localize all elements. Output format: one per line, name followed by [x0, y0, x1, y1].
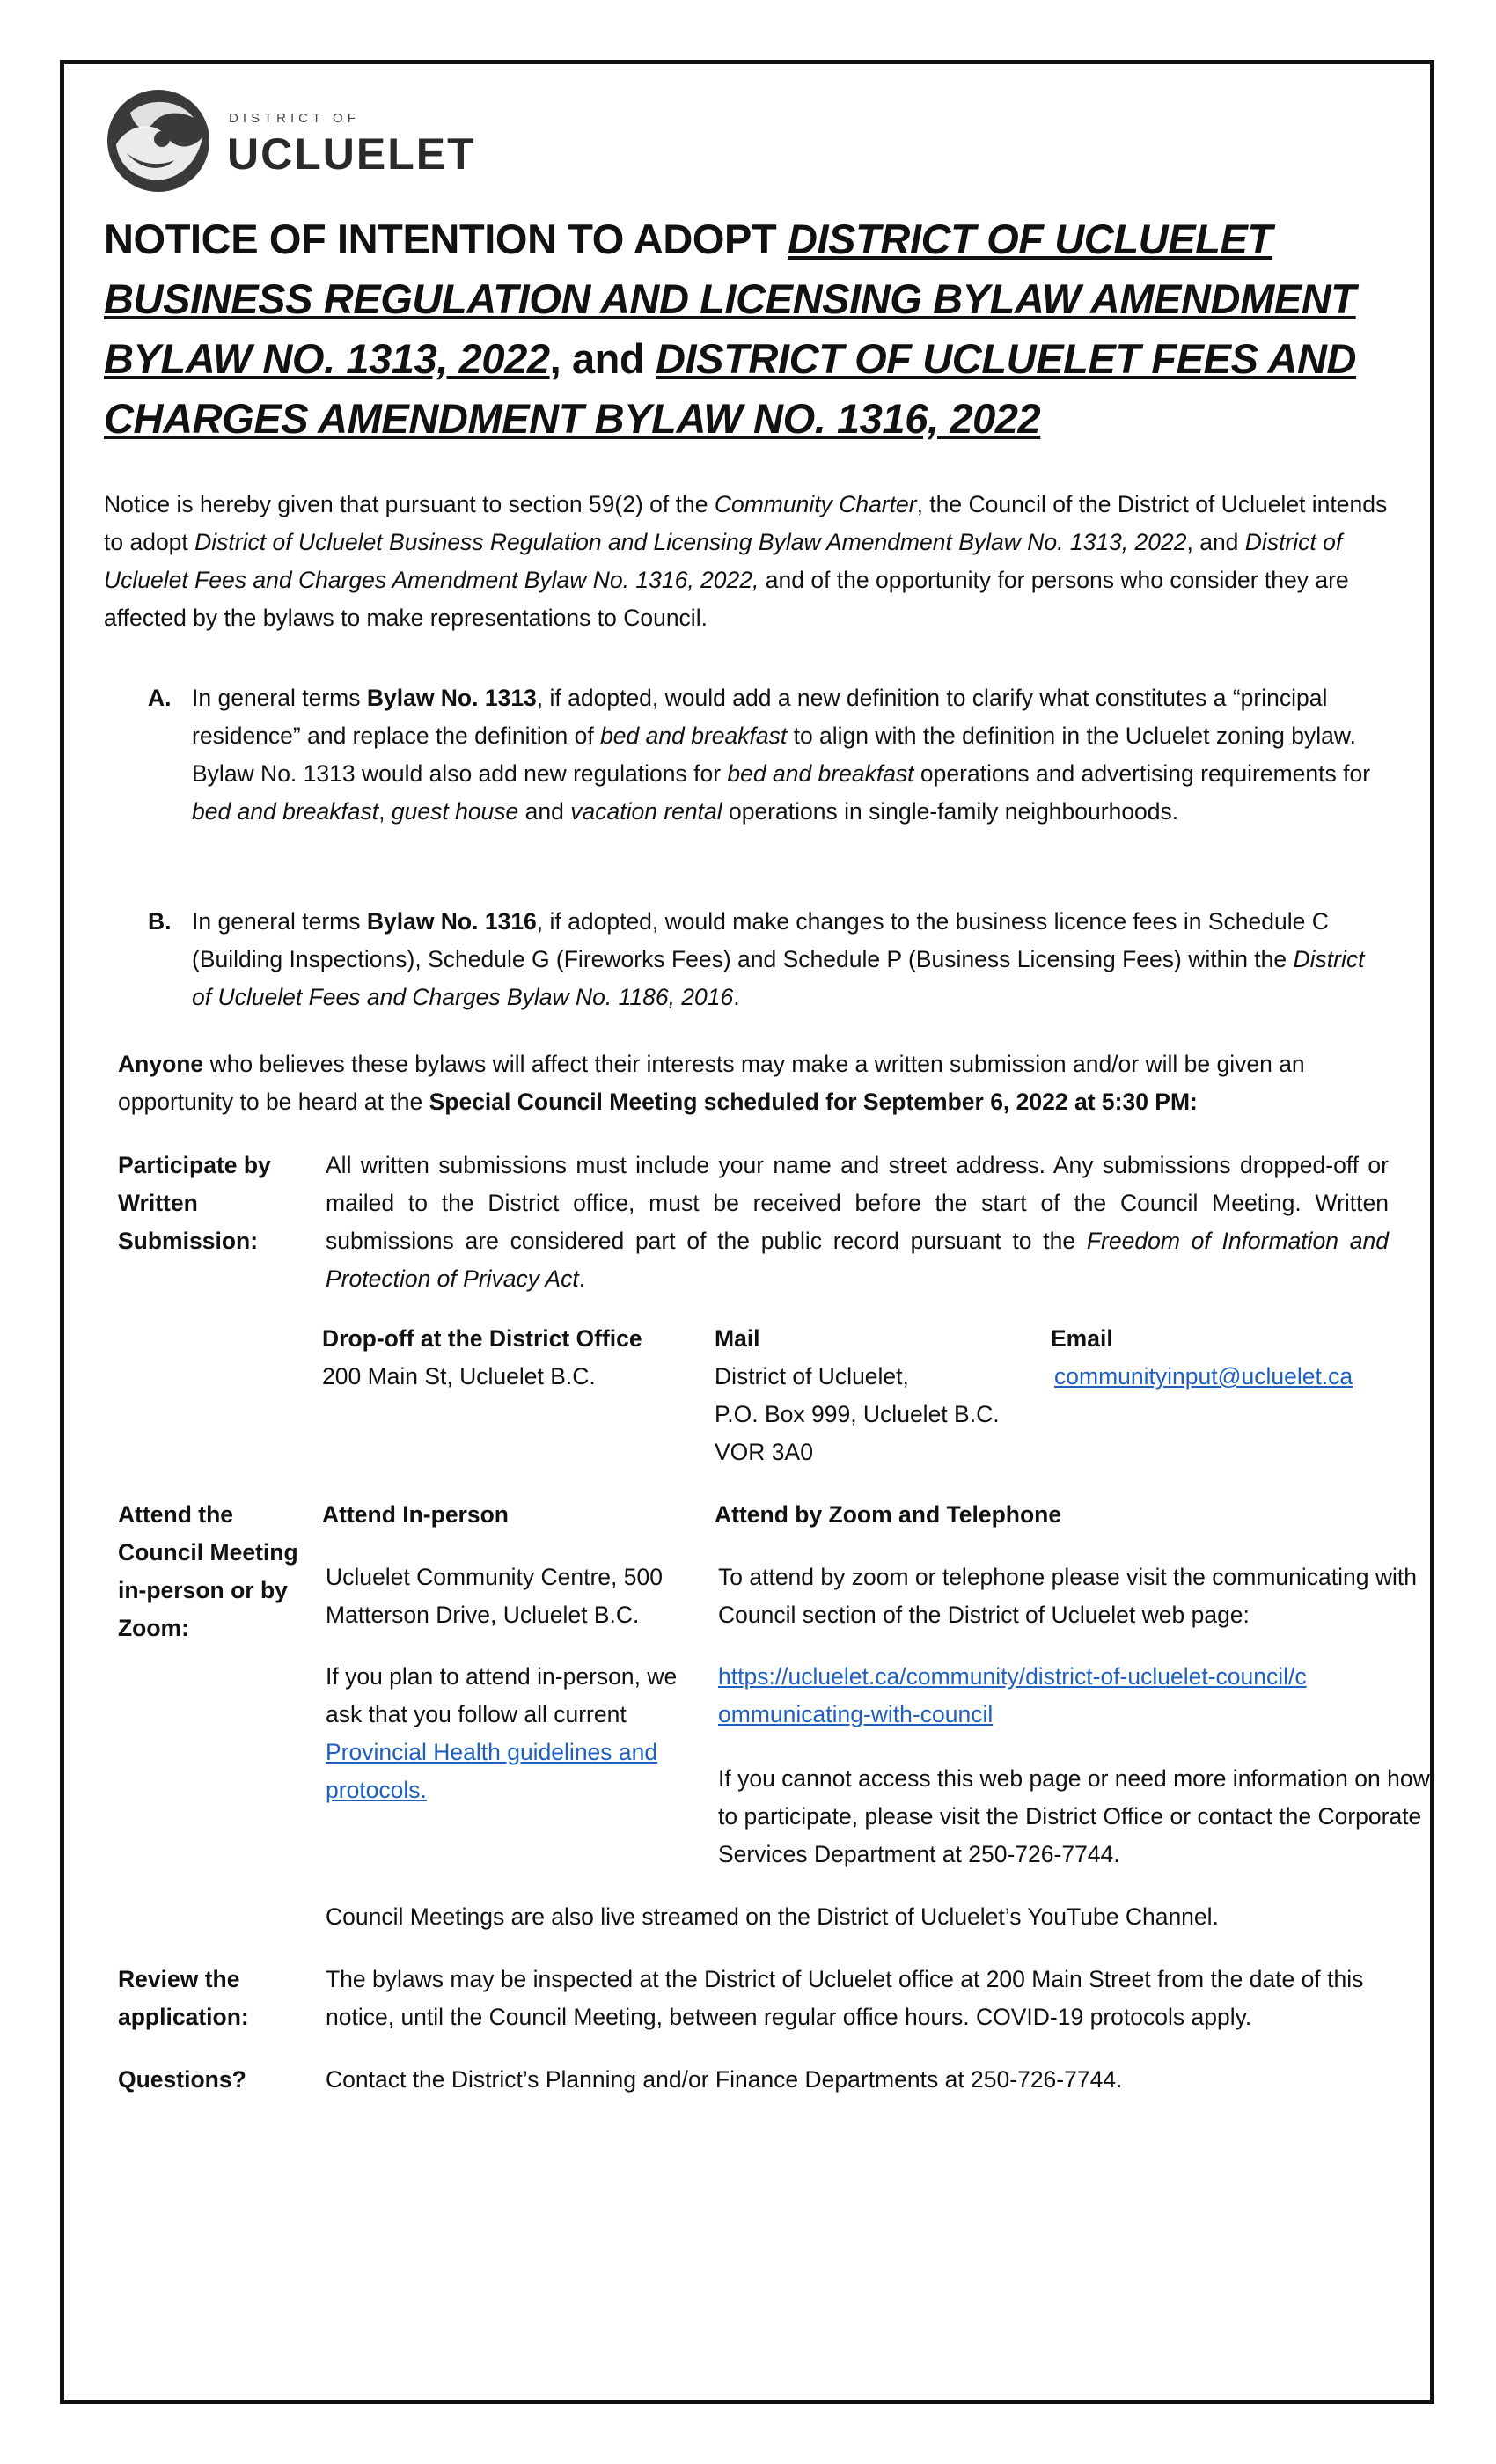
anyone-text: who believes these bylaws will affect their interests may make a written submission and/or will be given an opportunity to be heard at the — [118, 1051, 1305, 1115]
item-a-bylaw: Bylaw No. 1313 — [366, 685, 537, 711]
review-text: The bylaws may be inspected at the District of Ucluelet office at 200 Main Street from the date of this notice, until the Council Meeting, between regular office hours. COVID-19 protocols apply. — [326, 1966, 1364, 2030]
inperson-heading: Attend In-person — [322, 1501, 509, 1528]
item-a-text: and — [518, 798, 571, 825]
intro-bylaw-1313: District of Ucluelet Business Regulation and Licensing Bylaw Amendment Bylaw No. 1313, 2022 — [194, 529, 1187, 555]
title-bylaw-1313: DISTRICT OF UCLUELET BUSINESS REGULATION AND LICENSING BYLAW AMENDMENT BYLAW NO. 1313, 2022 — [104, 216, 1356, 382]
item-b — [148, 903, 1389, 1026]
dropoff-heading: Drop-off at the District Office — [322, 1325, 642, 1352]
item-b-text: . — [733, 984, 740, 1010]
intro-bylaw-1316: District of Ucluelet Fees and Charges Amendment Bylaw No. 1316, 2022, — [104, 529, 1343, 593]
mail-line-3: VOR 3A0 — [715, 1439, 813, 1465]
mail-line-1: District of Ucluelet, — [715, 1363, 909, 1390]
inperson-address: Ucluelet Community Centre, 500 Matterson Drive, Ucluelet B.C. — [326, 1564, 663, 1628]
item-b-bylaw: Bylaw No. 1316 — [366, 908, 537, 935]
intro-text: , the Council of the District of Ucluelet intends to adopt — [104, 491, 1388, 555]
health-guidelines-link[interactable]: Provincial Health guidelines and protocols. — [326, 1739, 658, 1803]
item-a-term: guest house — [391, 798, 519, 825]
zoom-help-text: If you cannot access this web page or need more information on how to participate, please visit the District Office or contact the Corporate Services Department at 250-726-7744. — [718, 1765, 1430, 1867]
item-a-term: bed and breakfast — [727, 760, 914, 787]
email-heading: Email — [1051, 1325, 1113, 1352]
mail-heading: Mail — [715, 1325, 760, 1352]
item-a-term: vacation rental — [570, 798, 722, 825]
district-logo — [104, 84, 476, 199]
questions-label: Questions? — [118, 2066, 246, 2093]
intro-text: , and — [1186, 529, 1245, 555]
item-a-text: to align with the definition in the Ucluelet zoning bylaw. Bylaw No. 1313 would also add new regulations for — [192, 722, 1356, 787]
meeting-date: Special Council Meeting scheduled for September 6, 2022 at 5:30 PM: — [429, 1089, 1198, 1115]
zoom-instructions: To attend by zoom or telephone please visit the communicating with Council section of the District of Ucluelet web page: — [718, 1564, 1417, 1628]
logo-big-text: UCLUELET — [227, 129, 476, 179]
intro-paragraph — [104, 486, 1389, 637]
item-a-text: , — [378, 798, 392, 825]
item-a-text: operations in single-family neighbourhoods. — [722, 798, 1179, 825]
zoom-heading: Attend by Zoom and Telephone — [715, 1501, 1062, 1528]
logo-small-text: DISTRICT OF — [229, 111, 360, 126]
notice-title — [104, 209, 1389, 449]
written-text-part: All written submissions must include your name and street address. Any submissions dropped-off or mailed to the District office, must be received before the start of the Council Meeting. Written submissions are considered part of the public record pursuant to the — [326, 1152, 1389, 1254]
intro-text: Notice is hereby given that pursuant to section 59(2) of the — [104, 491, 715, 517]
anyone-paragraph — [118, 1045, 1389, 1121]
written-text — [326, 1147, 1389, 1298]
inperson-guidance-text: If you plan to attend in-person, we ask that you follow all current — [326, 1663, 678, 1727]
item-b-body — [192, 903, 1389, 1016]
item-b-text: In general terms — [192, 908, 367, 935]
item-b-letter: B. — [148, 908, 172, 935]
intro-charter: Community Charter — [714, 491, 917, 517]
written-label: Participate by Written Submission: — [118, 1152, 271, 1254]
item-b-text: , if adopted, would make changes to the business licence fees in Schedule C (Building Inspections), Schedule G (Fireworks Fees) and Schedule P (Business Licensing Fees) within the — [192, 908, 1329, 972]
item-b-term: District of Ucluelet Fees and Charges Bylaw No. 1186, 2016 — [192, 946, 1365, 1010]
item-a-text: , if adopted, would add a new definition to clarify what constitutes a “principal residence” and replace the definition of — [192, 685, 1328, 749]
title-lead: NOTICE OF INTENTION TO ADOPT — [104, 216, 788, 262]
item-a-term: bed and breakfast — [192, 798, 379, 825]
livestream-note: Council Meetings are also live streamed on the District of Ucluelet’s YouTube Channel. — [326, 1903, 1219, 1930]
mail-line-2: P.O. Box 999, Ucluelet B.C. — [715, 1401, 1000, 1427]
title-joiner: , and — [549, 335, 656, 382]
foippa-act: Freedom of Information and Protection of Privacy Act — [326, 1228, 1389, 1292]
item-a-text: operations and advertising requirements for — [913, 760, 1371, 787]
item-a-body — [192, 679, 1389, 831]
attend-label: Attend the Council Meeting in-person or by Zoom: — [118, 1501, 298, 1641]
written-text-part: . — [578, 1265, 586, 1292]
item-a — [148, 679, 1389, 873]
email-link[interactable]: communityinput@ucluelet.ca — [1054, 1363, 1353, 1390]
title-bylaw-1316: DISTRICT OF UCLUELET FEES AND CHARGES AMENDMENT BYLAW NO. 1316, 2022 — [104, 335, 1357, 442]
wave-emblem-icon — [104, 86, 213, 195]
questions-text: Contact the District’s Planning and/or Finance Departments at 250-726-7744. — [326, 2066, 1123, 2093]
item-a-text: In general terms — [192, 685, 367, 711]
anyone-lead: Anyone — [118, 1051, 204, 1077]
item-a-letter: A. — [148, 685, 172, 711]
dropoff-address: 200 Main St, Ucluelet B.C. — [322, 1363, 596, 1390]
intro-text: and of the opportunity for persons who consider they are affected by the bylaws to make representations to Council. — [104, 567, 1349, 631]
council-webpage-link[interactable]: https://ucluelet.ca/community/district-of-ucluelet-council/communicating-with-council — [718, 1663, 1307, 1727]
item-a-term: bed and breakfast — [600, 722, 788, 749]
inperson-guidance — [326, 1658, 695, 1809]
review-label: Review the application: — [118, 1966, 249, 2030]
